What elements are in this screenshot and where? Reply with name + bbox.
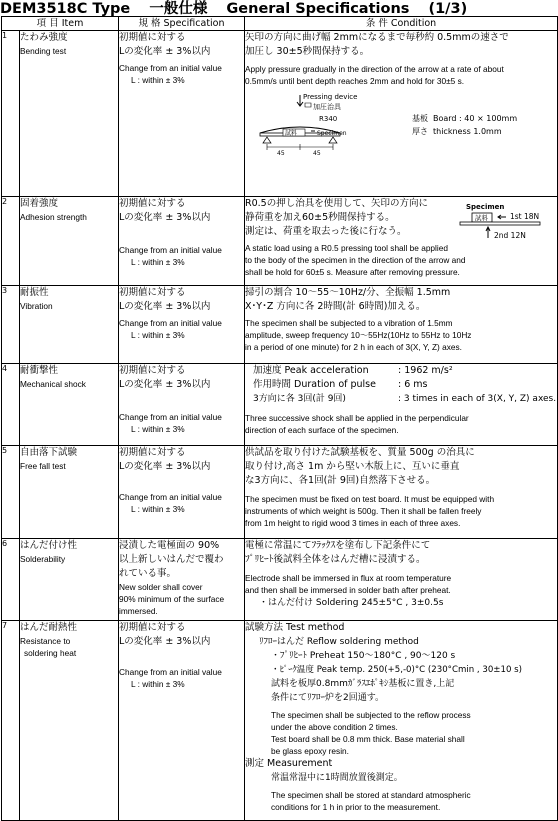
item-en: Resistance to [20, 636, 71, 646]
cond-preheat: ・ﾌﾟﾘﾋｰﾄ Preheat 150～180°C , 90～120 s [271, 651, 456, 661]
spec-cell [119, 539, 245, 621]
table-row [2, 446, 558, 539]
item-en: Adhesion strength [20, 212, 87, 222]
table-row [2, 31, 558, 197]
spec-en-line: L : within ± 3% [131, 679, 185, 689]
fig-first-load: 1st 18N [510, 212, 540, 221]
cond-en-line: Three successive shock shall be applied in the perpendicular [245, 413, 469, 423]
item-jp: 耐衝撃性 [20, 365, 59, 376]
table-row [2, 539, 558, 621]
cond-en-line: 0.5mm/s until bent depth reaches 2mm and hold for 30±5 s. [245, 76, 465, 86]
cond-en-line: The specimen must be fixed on test board. It must be equipped with [245, 494, 495, 504]
spec-jp-line: Lの変化率 ± 3%以内 [119, 301, 211, 312]
table-row [2, 286, 558, 364]
fig-sample-en: Specimen [317, 130, 347, 137]
cond-en-line: amplitude, sweep frequency 10～55Hz(10Hz to 55Hz to 10Hz [245, 330, 472, 340]
cond-en-line: be glass epoxy resin. [271, 746, 349, 756]
item-cell [20, 446, 119, 539]
cond-jp-line: 掃引の割合 10～55～10Hz/分、全振幅 1.5mm [245, 287, 451, 298]
spec-en-line: Change from an initial value [119, 318, 222, 328]
cond-line [253, 378, 557, 392]
cond-jp-line: 電極に常温にてﾌﾗｯｸｽを塗布し下記条件にて [245, 540, 431, 551]
cond-value: : 3 times in each of 3(X, Y, Z) axes. [398, 394, 557, 404]
spec-en-line: Change from an initial value [119, 667, 222, 677]
item-jp: 自由落下試験 [20, 447, 78, 458]
cond-line [253, 392, 557, 406]
cond-en-line: The specimen shall be subjected to a vibration of 1.5mm [245, 318, 453, 328]
fig-dim-left: 45 [277, 150, 285, 157]
cond-line [253, 364, 557, 378]
fig-specimen: Specimen [466, 203, 505, 211]
spec-jp-line: 初期値に対する [119, 447, 186, 458]
spec-jp-line: 初期値に対する [119, 622, 186, 633]
spec-jp-line: Lの変化率 ± 3%以内 [119, 379, 211, 390]
pressing-tool-icon [305, 103, 311, 107]
cond-jp-line: 矢印の方向に曲げ幅 2mmになるまで毎秒約 0.5mmの速さで [245, 32, 509, 43]
model-name: DEM3518C Type [0, 1, 131, 17]
cond-twice: 条件にてﾘﾌﾛｰ炉を2回通す。 [271, 693, 385, 703]
cond-en-line: shall be hold for 60±5 s. Measure after removing pressure. [245, 267, 460, 277]
item-cell [20, 286, 119, 364]
spec-cell [119, 197, 245, 286]
title-en: General Specifications [226, 1, 410, 17]
spec-en-line: New solder shall cover [119, 582, 203, 592]
condition-cell [245, 197, 558, 286]
condition-cell [245, 286, 558, 364]
cond-label: 作用時間 Duration of pulse [253, 379, 376, 390]
table-row [2, 197, 558, 286]
fig-device-jp: 加圧治具 [313, 103, 342, 111]
fig-device-en: Pressing device [303, 93, 358, 101]
table-row [2, 621, 558, 821]
fig-board-en: Board : 40 × 100mm [433, 114, 518, 123]
bending-test-diagram [245, 91, 545, 161]
cond-jp-line: な3方向に、各1回(計 9回)自然落下させる。 [245, 475, 436, 486]
item-cell [20, 364, 119, 446]
item-jp: たわみ強度 [20, 32, 68, 43]
spec-jp-line: Lの変化率 ± 3%以内 [119, 46, 211, 57]
condition-cell [245, 539, 558, 621]
header-spec: 規 格 Specification [119, 17, 245, 31]
shock-conditions [245, 364, 557, 406]
fig-thick-jp: 厚さ [412, 127, 429, 136]
spec-jp-line: 初期値に対する [119, 365, 186, 376]
cond-jp-line: 供試品を取り付けた試験基板を、質量 500g の治具に [245, 447, 475, 458]
item-cell [20, 621, 119, 821]
row-number: 1 [2, 31, 20, 197]
condition-cell [245, 364, 558, 446]
spec-en-line: immersed. [119, 606, 158, 616]
cond-en-line: A static load using a R0.5 pressing tool shall be applied [245, 243, 448, 253]
item-cell [20, 31, 119, 197]
item-en: soldering heat [24, 648, 77, 658]
row-number: 4 [2, 364, 20, 446]
fig-sample-jp: 試料 [475, 214, 489, 222]
item-en: Bending test [20, 46, 67, 56]
cond-method: 試験方法 Test method [245, 622, 345, 633]
condition-cell [245, 31, 558, 197]
spec-jp-line: Lの変化率 ± 3%以内 [119, 636, 211, 647]
row-number: 6 [2, 539, 20, 621]
spec-jp-line: Lの変化率 ± 3%以内 [119, 461, 211, 472]
cond-en-line: in a period of one minute) for 2 h in each of 3(X, Y, Z) axes. [245, 342, 462, 352]
spec-en-line: L : within ± 3% [131, 424, 185, 434]
spec-en-line: L : within ± 3% [131, 504, 185, 514]
table-row [2, 364, 558, 446]
spec-en-line: L : within ± 3% [131, 75, 185, 85]
item-en: Mechanical shock [20, 379, 86, 389]
cond-jp-line: 測定は、荷重を取去った後に行なう。 [245, 226, 407, 237]
cond-en-line: direction of each surface of the specimen. [245, 425, 399, 435]
adhesion-diagram [458, 200, 553, 244]
arrow-up-icon [486, 227, 490, 238]
cond-jp-line: 加圧し 30±5秒間保持する。 [245, 46, 370, 57]
spec-jp-line: 以上新しいはんだで覆わ [119, 554, 224, 565]
spec-jp-line: 初期値に対する [119, 198, 186, 209]
item-en: Vibration [20, 301, 53, 311]
cond-en-line: and then shall be immersed in solder bath after preheat. [245, 585, 451, 595]
cond-en-line: Test board shall be 0.8 mm thick. Base material shall [271, 734, 465, 744]
cond-peak: ・ﾋﾟｰｸ温度 Peak temp. 250(+5,-0)°C (230°Cmin , 30±10 s) [271, 665, 522, 675]
condition-cell [245, 621, 558, 821]
row-number: 3 [2, 286, 20, 364]
cond-measure: 測定 Measurement [245, 758, 333, 769]
cond-en-line: from 1m height to rigid wood 3 times in each of three axes. [245, 518, 461, 528]
cond-label: 3方向に各 3回(計 9回) [253, 394, 346, 404]
spec-cell [119, 31, 245, 197]
item-cell [20, 197, 119, 286]
cond-reflow: ﾘﾌﾛｰはんだ Reflow soldering method [259, 637, 419, 647]
cond-value: : 1962 m/s² [398, 365, 453, 376]
page-indicator: (1/3) [428, 1, 468, 17]
fig-dim-right: 45 [313, 150, 321, 157]
spec-cell [119, 446, 245, 539]
cond-en-line: Electrode shall be immersed in flux at room temperature [245, 573, 452, 583]
cond-en-line: The specimen shall be stored at standard atmospheric [271, 790, 471, 800]
spec-en-line: L : within ± 3% [131, 330, 185, 340]
spec-jp-line: れている事。 [119, 568, 177, 579]
cond-en-line: instruments of which weight is 500g. Then it shall be fallen freely [245, 506, 482, 516]
spec-jp-line: 浸漬した電極面の 90% [119, 540, 220, 551]
cond-en-line: to the body of the specimen in the direction of the arrow and [245, 255, 466, 265]
fig-second-load: 2nd 12N [494, 231, 526, 240]
title-jp: 一般仕様 [149, 1, 208, 17]
spec-en-line: Change from an initial value [119, 245, 222, 255]
board-shape [460, 222, 540, 225]
spec-jp-line: Lの変化率 ± 3%以内 [119, 212, 211, 223]
item-en: Solderability [20, 554, 66, 564]
row-number: 7 [2, 621, 20, 821]
spec-en-line: Change from an initial value [119, 412, 222, 422]
cond-en-line: Apply pressure gradually in the direction of the arrow at a rate of about [245, 64, 504, 74]
spec-en-line: Change from an initial value [119, 492, 222, 502]
header-condition: 条 件 Condition [245, 17, 558, 31]
spec-jp-line: 初期値に対する [119, 287, 186, 298]
cond-board: 試料を板厚0.8mmｶﾞﾗｽｴﾎﾟｷｼ基板に置き,上記 [271, 679, 455, 689]
fig-thick-en: thickness 1.0mm [433, 127, 502, 136]
cond-jp-line: 静荷重を加え60±5秒間保持する。 [245, 212, 395, 223]
fig-board-jp: 基板 [412, 114, 429, 123]
spec-table [1, 16, 558, 821]
cond-en-line: under the above condition 2 times. [271, 722, 398, 732]
item-en: Free fall test [20, 461, 66, 471]
spec-cell [119, 364, 245, 446]
cond-jp-line: ﾌﾟﾘﾋｰﾄ後試料全体をはんだ槽に浸漬する。 [245, 554, 426, 565]
cond-value: : 6 ms [398, 379, 428, 390]
row-number: 2 [2, 197, 20, 286]
row-number: 5 [2, 446, 20, 539]
spec-cell [119, 621, 245, 821]
cond-jp-line: R0.5の押し治具を使用して、矢印の方向に [245, 198, 429, 209]
cond-jp-line: X･Y･Z 方向に各 2時間(計 6時間)加える。 [245, 301, 426, 312]
fig-radius: R340 [319, 115, 338, 123]
spec-cell [119, 286, 245, 364]
item-jp: 固着強度 [20, 198, 59, 209]
fig-sample-jp: 試料 [285, 130, 298, 137]
table-header [2, 17, 558, 31]
cond-en-line: The specimen shall be subjected to the reflow process [271, 710, 471, 720]
item-jp: 耐振性 [20, 287, 49, 298]
item-cell [20, 539, 119, 621]
spec-en-line: Change from an initial value [119, 63, 222, 73]
cond-label: 加速度 Peak acceleration [253, 365, 369, 376]
cond-en-line: conditions for 1 h in prior to the measurement. [271, 802, 441, 812]
cond-jp-line: 取り付け,高さ 1m から堅い木版上に、互いに垂直 [245, 461, 460, 472]
spec-en-line: L : within ± 3% [131, 257, 185, 267]
item-jp: はんだ耐熱性 [20, 622, 78, 633]
header-item: 項 目 Item [2, 17, 119, 31]
cond-soldering-line: ・はんだ付け Soldering 245±5°C , 3±0.5s [259, 598, 444, 608]
spec-jp-line: 初期値に対する [119, 32, 186, 43]
spec-en-line: 90% minimum of the surface [119, 594, 225, 604]
arrow-left-icon [498, 215, 506, 219]
support-icon [263, 137, 337, 143]
item-jp: はんだ付け性 [20, 540, 78, 551]
condition-cell [245, 446, 558, 539]
cond-measure-jp: 常温常湿中に1時間放置後測定。 [271, 773, 403, 783]
document-title [0, 0, 481, 16]
